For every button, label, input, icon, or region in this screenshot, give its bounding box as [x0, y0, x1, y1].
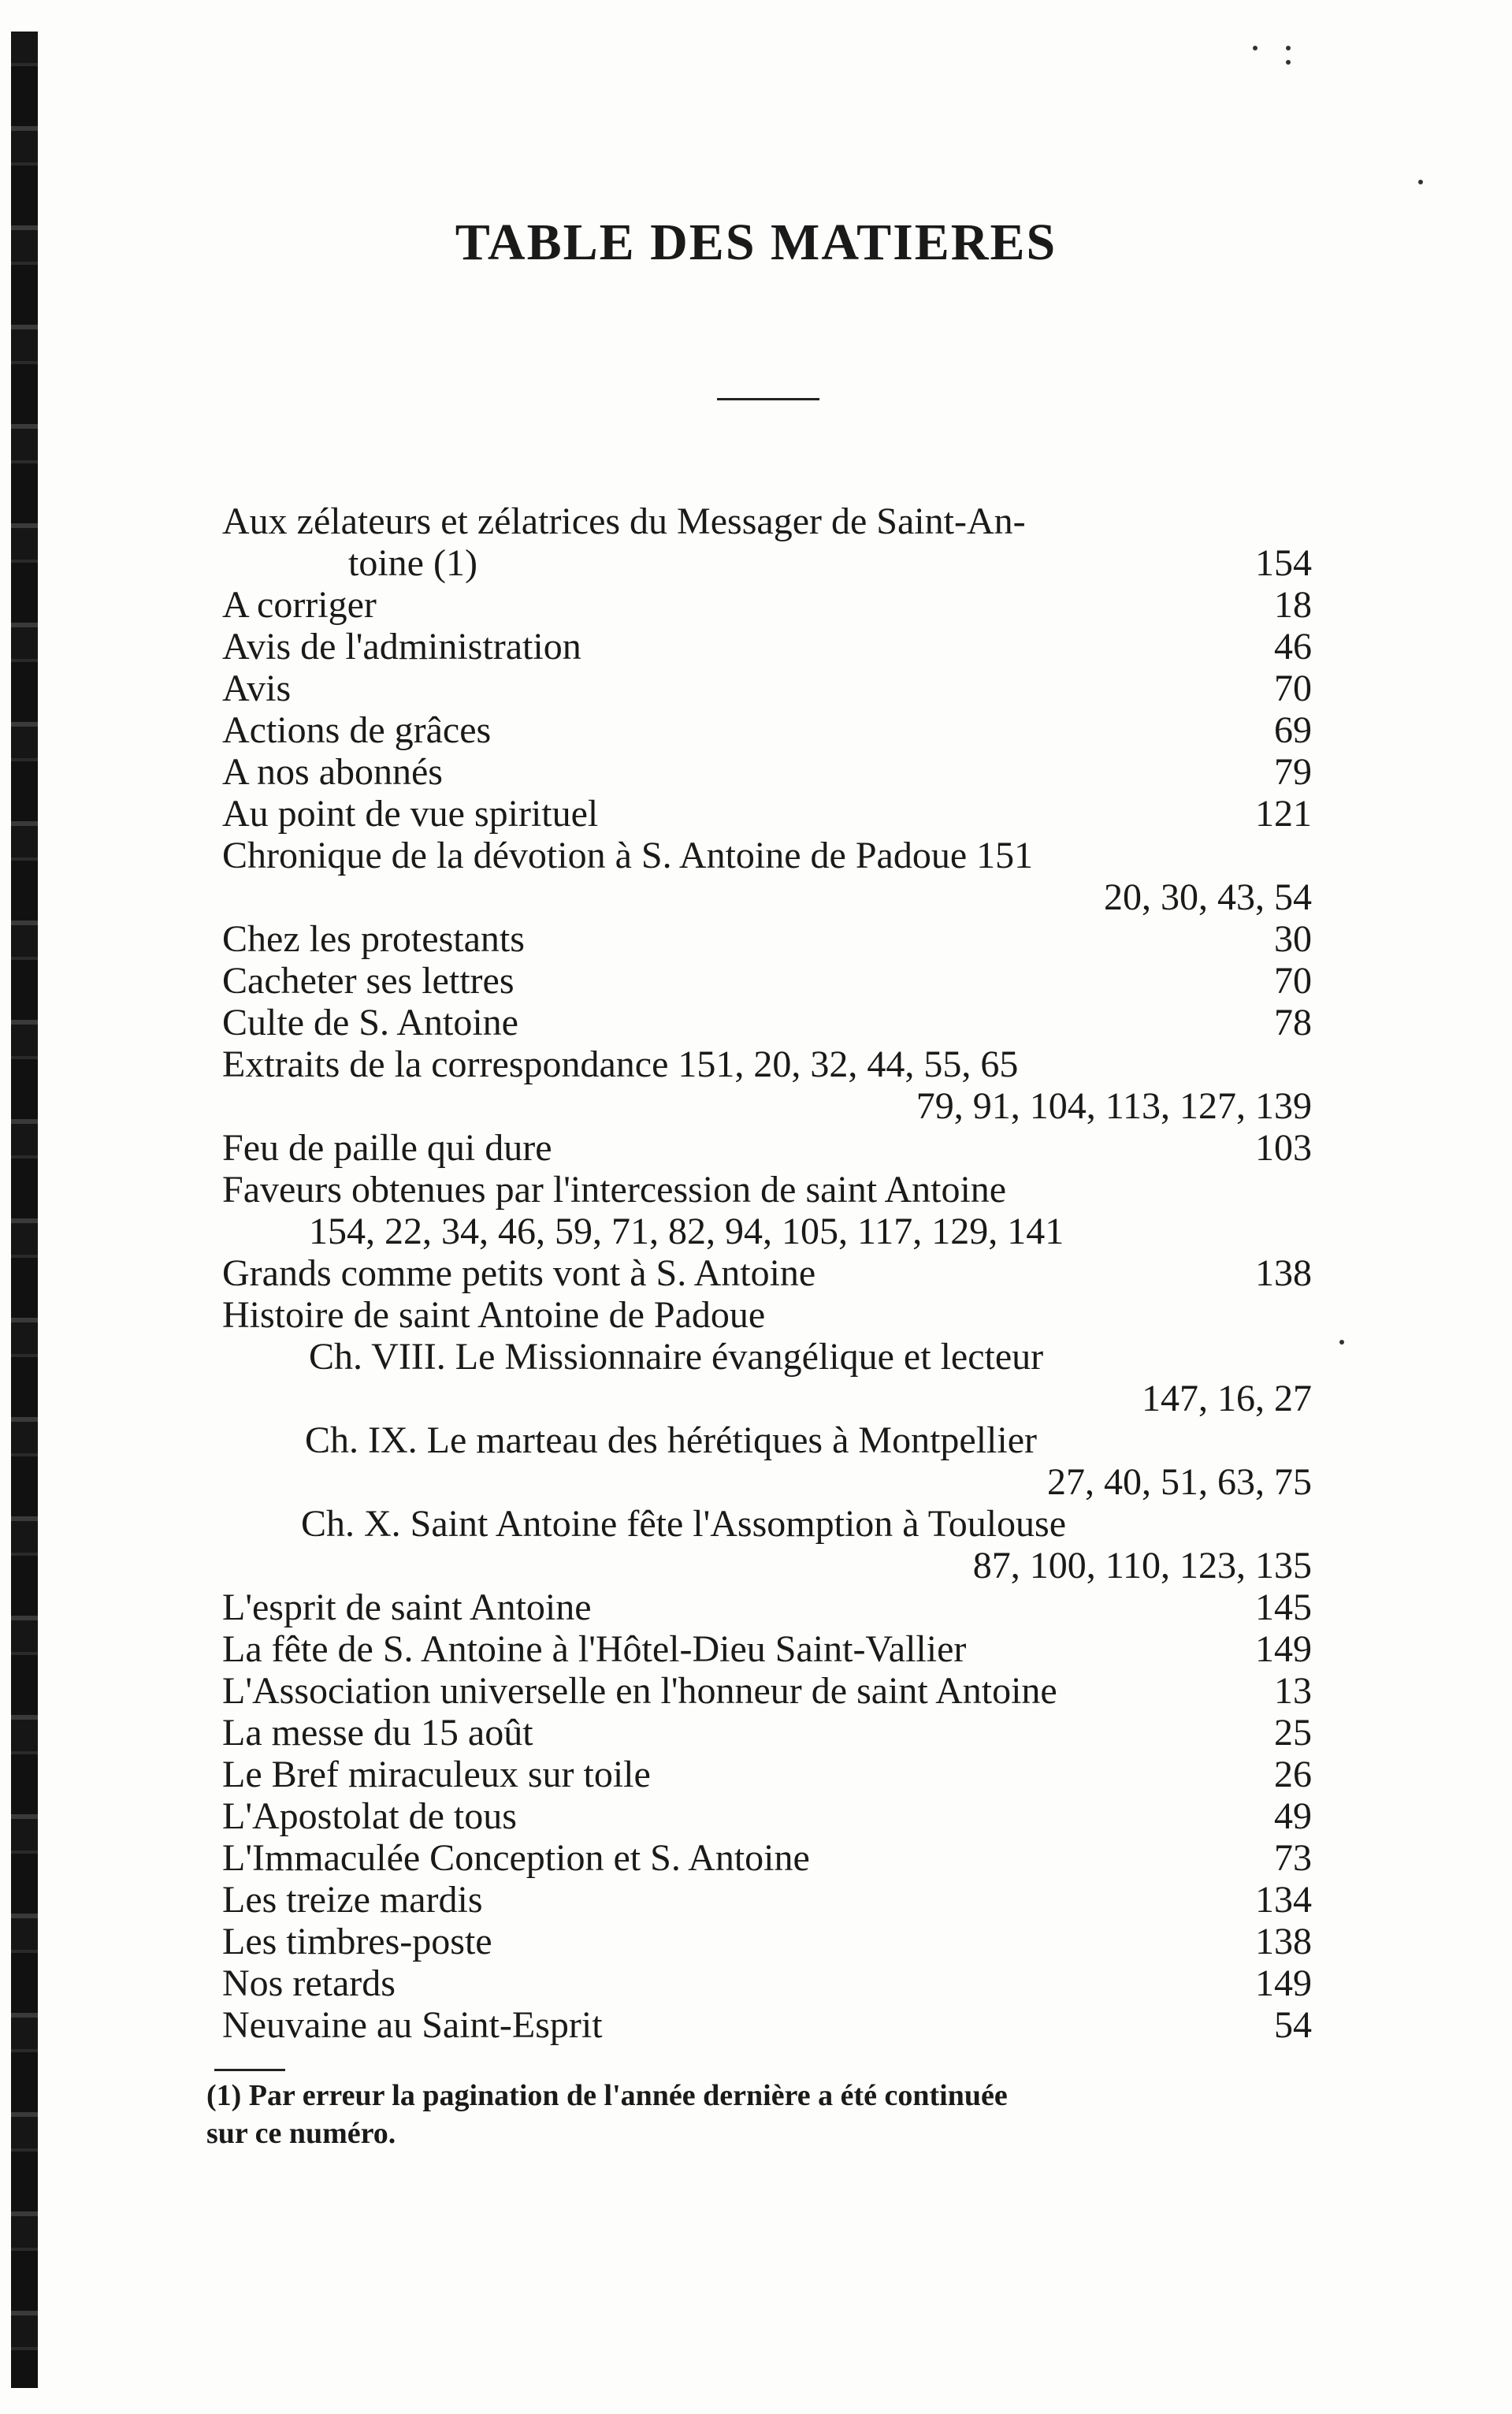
toc-entry-title: La fête de S. Antoine à l'Hôtel-Dieu Saint-Vallier — [222, 1628, 967, 1670]
toc-entry-title: L'Association universelle en l'honneur de saint Antoine — [222, 1670, 1057, 1712]
toc-entry-page: 25 — [1274, 1712, 1312, 1754]
toc-entry — [222, 709, 1312, 751]
toc-entry — [222, 1962, 1312, 2004]
toc-entry — [222, 1085, 1312, 1127]
toc-entry — [222, 1712, 1312, 1754]
toc-entry-page: 121 — [1255, 793, 1312, 835]
toc-entry-title: L'esprit de saint Antoine — [222, 1586, 592, 1628]
toc-entry-title: toine (1) — [348, 542, 477, 584]
toc-entry-page: 154 — [1255, 542, 1312, 584]
scan-speck — [1418, 180, 1423, 184]
toc-entry — [222, 1169, 1312, 1211]
toc-entry-title: Les treize mardis — [222, 1879, 483, 1921]
toc-entry — [222, 1754, 1312, 1795]
toc-entry-page: 46 — [1274, 626, 1312, 668]
toc-entry — [222, 1294, 1312, 1336]
toc-entry-page: 134 — [1255, 1879, 1312, 1921]
toc-entry — [222, 1628, 1312, 1670]
toc-entry-title: A corriger — [222, 584, 377, 626]
toc-entry-title: A nos abonnés — [222, 751, 443, 793]
toc-entry — [222, 1461, 1312, 1503]
toc-entry-title: L'Immaculée Conception et S. Antoine — [222, 1837, 810, 1879]
toc-entry-page: 103 — [1255, 1127, 1312, 1169]
toc-entry-page: 138 — [1255, 1252, 1312, 1294]
book-binding-edge — [11, 32, 38, 2388]
toc-entry — [222, 1545, 1312, 1586]
toc-entry-page: 49 — [1274, 1795, 1312, 1837]
toc-entry — [222, 584, 1312, 626]
toc-entry-page: 138 — [1255, 1921, 1312, 1962]
toc-entry — [222, 1837, 1312, 1879]
toc-entry-title: Cacheter ses lettres — [222, 960, 515, 1002]
toc-entry-page: 30 — [1274, 918, 1312, 960]
toc-entry-title: Au point de vue spirituel — [222, 793, 599, 835]
toc-entry-title: Ch. X. Saint Antoine fête l'Assomption à Toulouse — [301, 1503, 1067, 1545]
toc-entry — [222, 500, 1312, 542]
toc-entry — [222, 835, 1312, 876]
toc-entry-page: 70 — [1274, 960, 1312, 1002]
footnote — [206, 2077, 1310, 2152]
page-title: TABLE DES MATIERES — [455, 214, 1057, 271]
toc-entry-title: Chronique de la dévotion à S. Antoine de Padoue 151 — [222, 835, 1034, 876]
scan-speck — [1339, 1340, 1344, 1345]
toc-entry-title: Feu de paille qui dure — [222, 1127, 552, 1169]
toc-entry — [222, 1670, 1312, 1712]
toc-entry-title: L'Apostolat de tous — [222, 1795, 517, 1837]
toc-entry-page: 73 — [1274, 1837, 1312, 1879]
toc-entry — [222, 751, 1312, 793]
toc-entry-page: 147, 16, 27 — [1142, 1378, 1312, 1419]
toc-entry-title: Avis de l'administration — [222, 626, 581, 668]
toc-entry-title: Faveurs obtenues par l'intercession de saint Antoine — [222, 1169, 1007, 1211]
toc-entry-page: 13 — [1274, 1670, 1312, 1712]
scan-speck — [1286, 60, 1291, 65]
toc-entry — [222, 1879, 1312, 1921]
toc-entry-page: 78 — [1274, 1002, 1312, 1043]
toc-entry — [222, 918, 1312, 960]
toc-entry-title: Ch. VIII. Le Missionnaire évangélique et lecteur — [309, 1336, 1044, 1378]
toc-entry-title: Histoire de saint Antoine de Padoue — [222, 1294, 766, 1336]
toc-entry — [222, 1002, 1312, 1043]
toc-entry-title: Actions de grâces — [222, 709, 492, 751]
toc-entry — [222, 1921, 1312, 1962]
footnote-line: (1) Par erreur la pagination de l'année dernière a été continuée — [206, 2079, 1008, 2112]
toc-entry-page: 79 — [1274, 751, 1312, 793]
toc-entry-page: 54 — [1274, 2004, 1312, 2046]
toc-entry — [222, 1043, 1312, 1085]
toc-entry-page: 70 — [1274, 668, 1312, 709]
toc-entry — [222, 1795, 1312, 1837]
toc-entry-title: Chez les protestants — [222, 918, 525, 960]
toc-entry — [222, 1127, 1312, 1169]
toc-entry — [222, 1378, 1312, 1419]
toc-entry — [222, 668, 1312, 709]
toc-entry-page: 18 — [1274, 584, 1312, 626]
toc-entry — [222, 960, 1312, 1002]
toc-entry-page: 69 — [1274, 709, 1312, 751]
toc-entry — [222, 542, 1312, 584]
toc-entry-title: Extraits de la correspondance 151, 20, 32, 44, 55, 65 — [222, 1043, 1019, 1085]
toc-entry — [222, 1211, 1312, 1252]
toc-entry-title: Neuvaine au Saint-Esprit — [222, 2004, 603, 2046]
toc-entry-page: 149 — [1255, 1628, 1312, 1670]
toc-entry-title: Nos retards — [222, 1962, 396, 2004]
toc-entry-page: 27, 40, 51, 63, 75 — [1047, 1461, 1312, 1503]
toc-entry-page: 149 — [1255, 1962, 1312, 2004]
toc-entry-title: 154, 22, 34, 46, 59, 71, 82, 94, 105, 117, 129, 141 — [309, 1211, 1064, 1252]
toc-entry-title: La messe du 15 août — [222, 1712, 533, 1754]
toc-entry — [222, 876, 1312, 918]
toc-entry-title: Ch. IX. Le marteau des hérétiques à Montpellier — [305, 1419, 1038, 1461]
toc-entry — [222, 626, 1312, 668]
toc-entry-title: Le Bref miraculeux sur toile — [222, 1754, 651, 1795]
toc-entry-page: 79, 91, 104, 113, 127, 139 — [916, 1085, 1312, 1127]
toc-entry-title: Culte de S. Antoine — [222, 1002, 518, 1043]
toc-entry-page: 26 — [1274, 1754, 1312, 1795]
toc-entry — [222, 2004, 1312, 2046]
toc-entry-title: Grands comme petits vont à S. Antoine — [222, 1252, 816, 1294]
scan-speck — [1286, 46, 1291, 50]
toc-entry-page: 145 — [1255, 1586, 1312, 1628]
toc-entry — [222, 1252, 1312, 1294]
toc-entry — [222, 1586, 1312, 1628]
scan-speck — [1253, 46, 1258, 50]
footnote-line: sur ce numéro. — [206, 2117, 396, 2150]
toc-entry — [222, 1503, 1312, 1545]
toc-entry-page: 87, 100, 110, 123, 135 — [972, 1545, 1312, 1586]
toc-entry-title: Les timbres-poste — [222, 1921, 492, 1962]
toc-entry — [222, 1336, 1312, 1378]
toc-entry — [222, 1419, 1312, 1461]
toc-entry-title: Avis — [222, 668, 292, 709]
toc-entry-title: Aux zélateurs et zélatrices du Messager de Saint-An- — [222, 500, 1026, 542]
toc-entry-page: 20, 30, 43, 54 — [1104, 876, 1312, 918]
table-of-contents — [222, 500, 1312, 2046]
footnote-rule — [214, 2069, 285, 2071]
toc-entry — [222, 793, 1312, 835]
title-rule — [717, 398, 819, 400]
